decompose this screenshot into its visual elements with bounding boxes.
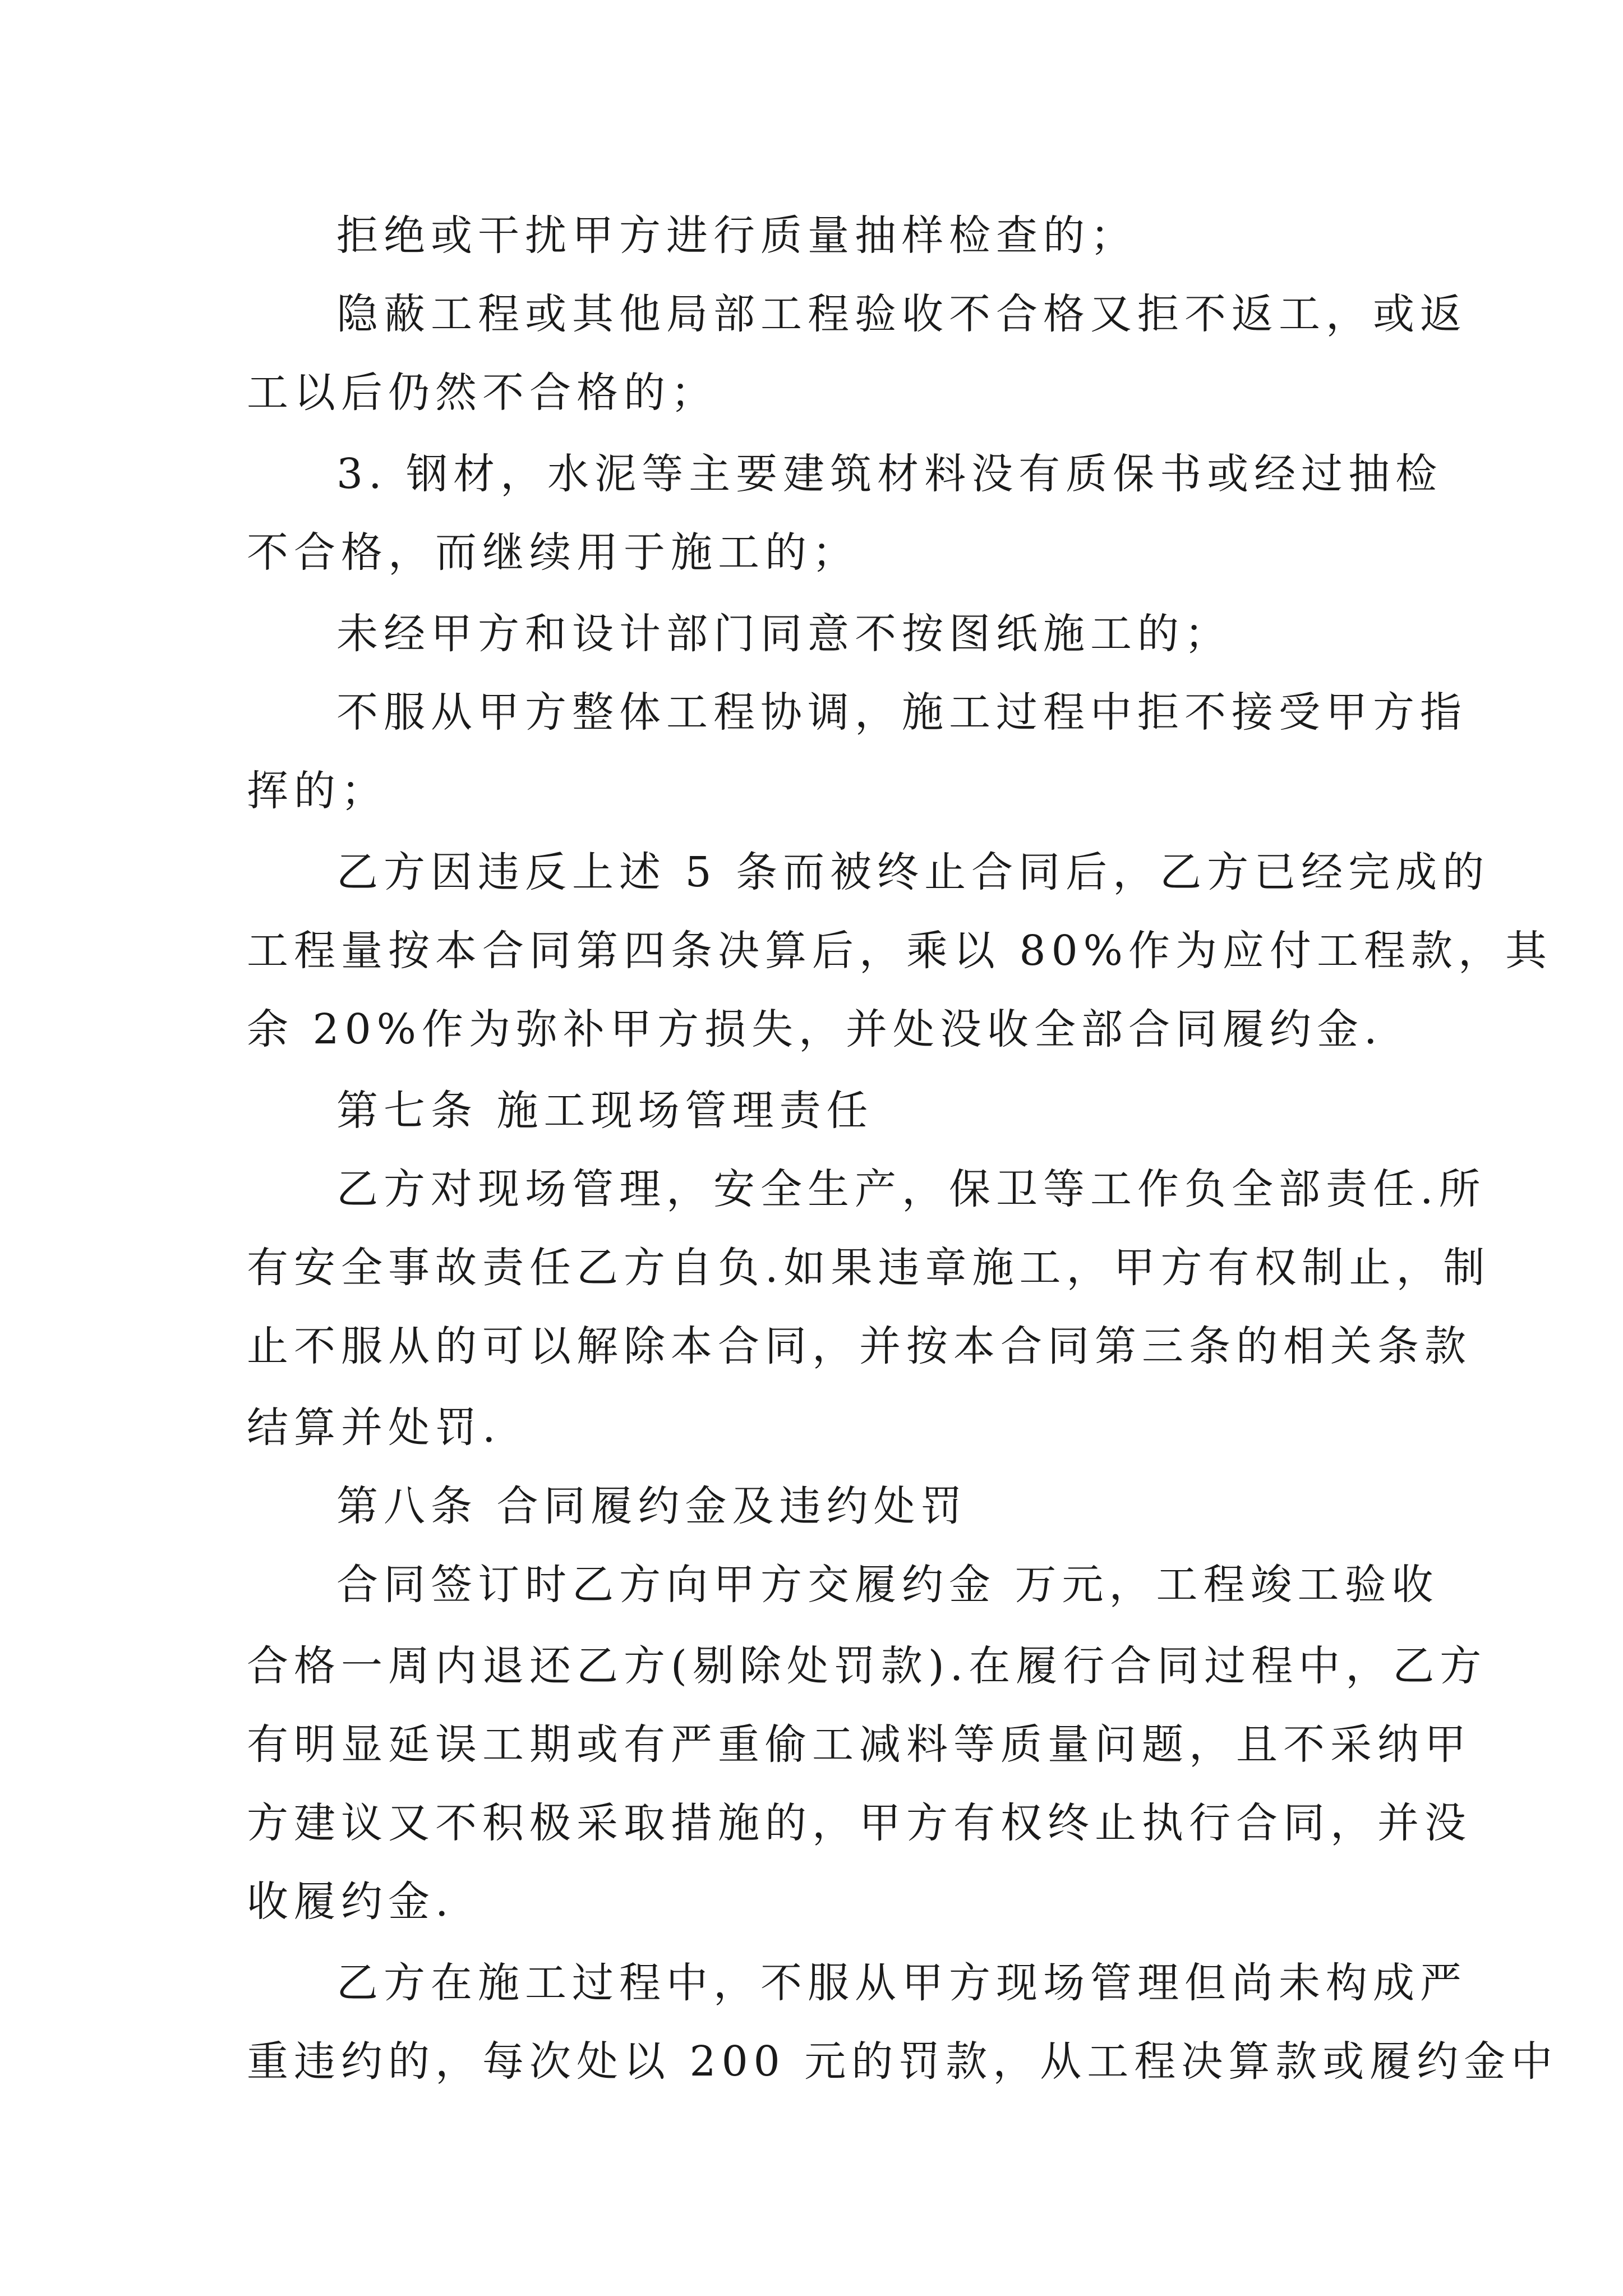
- text-line: 乙方在施工过程中，不服从甲方现场管理但尚未构成严: [336, 1959, 1467, 2007]
- text-line: 重违约的，每次处以 200 元的罚款，从工程决算款或履约金中: [247, 2037, 1559, 2086]
- text-line: 有明显延误工期或有严重偷工减料等质量问题，且不采纳甲: [247, 1720, 1472, 1769]
- text-line: 乙方因违反上述 5 条而被终止合同后，乙方已经完成的: [336, 848, 1490, 896]
- text-line: 有安全事故责任乙方自负.如果违章施工，甲方有权制止，制: [247, 1244, 1491, 1292]
- section-heading: 第七条 施工现场管理责任: [336, 1087, 874, 1135]
- text-line: 3. 钢材，水泥等主要建筑材料没有质保书或经过抽检: [336, 450, 1443, 498]
- text-line: 方建议又不积极采取措施的，甲方有权终止执行合同，并没: [247, 1799, 1472, 1847]
- text-line: 不服从甲方整体工程协调，施工过程中拒不接受甲方指: [336, 688, 1467, 737]
- text-line: 结算并处罚.: [247, 1404, 501, 1452]
- text-line: 余 20%作为弥补甲方损失，并处没收全部合同履约金.: [247, 1005, 1383, 1053]
- text-line: 拒绝或干扰甲方进行质量抽样检查的；: [336, 211, 1137, 260]
- text-line: 不合格，而继续用于施工的；: [247, 528, 859, 577]
- text-line: 合同签订时乙方向甲方交履约金 万元，工程竣工验收: [336, 1561, 1439, 1609]
- text-line: 隐蔽工程或其他局部工程验收不合格又拒不返工，或返: [336, 290, 1467, 338]
- text-line: 工程量按本合同第四条决算后，乘以 80%作为应付工程款，其: [247, 927, 1552, 975]
- text-line: 合格一周内退还乙方(剔除处罚款).在履行合同过程中，乙方: [247, 1642, 1487, 1690]
- text-line: 挥的；: [247, 767, 388, 815]
- text-line: 收履约金.: [247, 1878, 454, 1926]
- text-line: 工以后仍然不合格的；: [247, 369, 718, 417]
- text-line: 止不服从的可以解除本合同，并按本合同第三条的相关条款: [247, 1322, 1472, 1370]
- text-line: 未经甲方和设计部门同意不按图纸施工的；: [336, 610, 1232, 658]
- text-line: 乙方对现场管理，安全生产，保卫等工作负全部责任.所: [336, 1165, 1486, 1213]
- section-heading: 第八条 合同履约金及违约处罚: [336, 1482, 968, 1530]
